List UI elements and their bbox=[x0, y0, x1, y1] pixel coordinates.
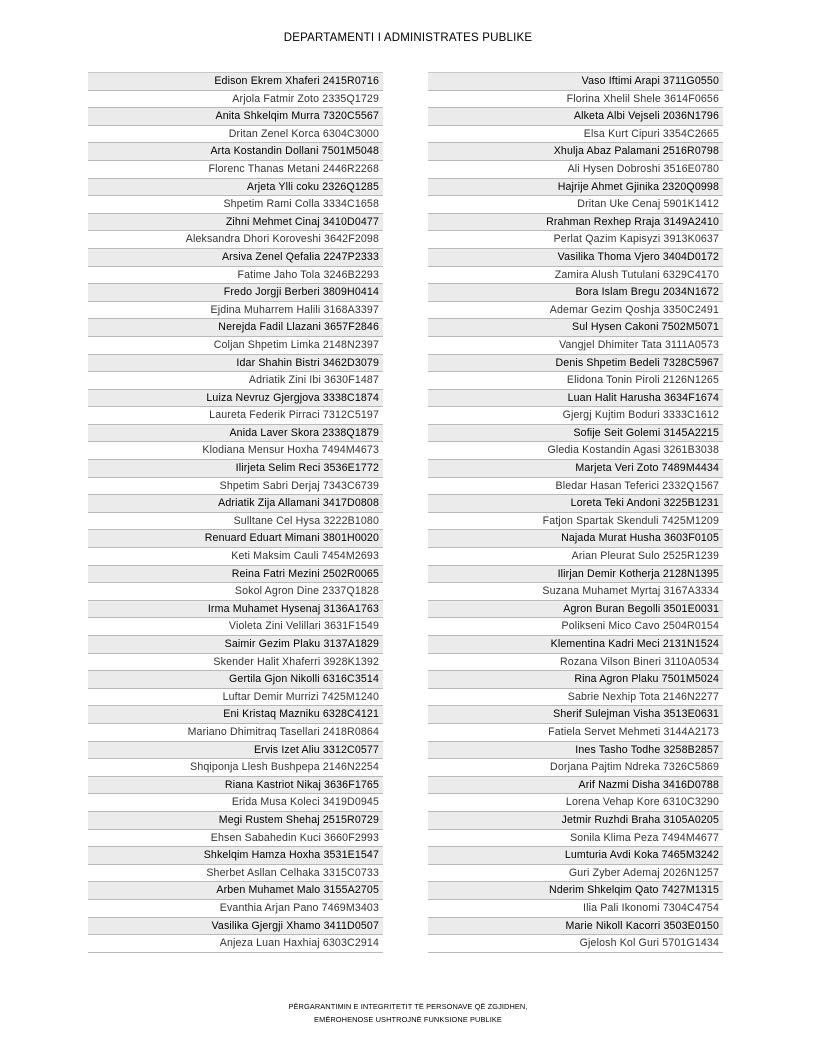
list-item: Elsa Kurt Cipuri 3354C2665 bbox=[428, 126, 723, 144]
list-item: Evanthia Arjan Pano 7469M3403 bbox=[88, 900, 383, 918]
list-item: Bledar Hasan Teferici 2332Q1567 bbox=[428, 478, 723, 496]
list-item: Alketa Albi Vejseli 2036N1796 bbox=[428, 108, 723, 126]
list-item: Elidona Tonin Piroli 2126N1265 bbox=[428, 372, 723, 390]
list-item: Vasilika Gjergji Xhamo 3411D0507 bbox=[88, 918, 383, 936]
left-name-list bbox=[88, 72, 383, 953]
list-item: Anida Laver Skora 2338Q1879 bbox=[88, 425, 383, 443]
list-item: Arta Kostandin Dollani 7501M5048 bbox=[88, 143, 383, 161]
list-item: Arian Pleurat Sulo 2525R1239 bbox=[428, 548, 723, 566]
list-item: Dritan Uke Cenaj 5901K1412 bbox=[428, 196, 723, 214]
list-item: Gjelosh Kol Guri 5701G1434 bbox=[428, 935, 723, 953]
list-item: Vasilika Thoma Vjero 3404D0172 bbox=[428, 249, 723, 267]
list-item: Agron Buran Begolli 3501E0031 bbox=[428, 601, 723, 619]
list-item: Vaso Iftimi Arapi 3711G0550 bbox=[428, 73, 723, 91]
list-item: Ehsen Sabahedin Kuci 3660F2993 bbox=[88, 830, 383, 848]
list-item: Fredo Jorgji Berberi 3809H0414 bbox=[88, 284, 383, 302]
list-item: Zamira Alush Tutulani 6329C4170 bbox=[428, 267, 723, 285]
list-item: Suzana Muhamet Myrtaj 3167A3334 bbox=[428, 583, 723, 601]
footer-line-1: PËRGARANTIMIN E INTEGRITETIT TË PERSONAVE QË ZGJIDHEN, bbox=[288, 1002, 528, 1011]
list-item: Guri Zyber Ademaj 2026N1257 bbox=[428, 865, 723, 883]
list-item: Fatjon Spartak Skenduli 7425M1209 bbox=[428, 513, 723, 531]
list-item: Anita Shkelqim Murra 7320C5567 bbox=[88, 108, 383, 126]
list-item: Marie Nikoll Kacorri 3503E0150 bbox=[428, 918, 723, 936]
list-item: Ilia Pali Ikonomi 7304C4754 bbox=[428, 900, 723, 918]
list-item: Ademar Gezim Qoshja 3350C2491 bbox=[428, 302, 723, 320]
list-item: Sherif Sulejman Visha 3513E0631 bbox=[428, 706, 723, 724]
list-item: Jetmir Ruzhdi Braha 3105A0205 bbox=[428, 812, 723, 830]
list-item: Ervis Izet Aliu 3312C0577 bbox=[88, 742, 383, 760]
list-item: Idar Shahin Bistri 3462D3079 bbox=[88, 355, 383, 373]
list-item: Zihni Mehmet Cinaj 3410D0477 bbox=[88, 214, 383, 232]
list-item: Coljan Shpetim Limka 2148N2397 bbox=[88, 337, 383, 355]
list-item: Marjeta Veri Zoto 7489M4434 bbox=[428, 460, 723, 478]
list-item: Nerejda Fadil Llazani 3657F2846 bbox=[88, 319, 383, 337]
list-item: Rozana Vilson Bineri 3110A0534 bbox=[428, 654, 723, 672]
list-item: Bora Islam Bregu 2034N1672 bbox=[428, 284, 723, 302]
list-item: Aleksandra Dhori Koroveshi 3642F2098 bbox=[88, 231, 383, 249]
list-item: Erida Musa Koleci 3419D0945 bbox=[88, 794, 383, 812]
list-item: Klementina Kadri Meci 2131N1524 bbox=[428, 636, 723, 654]
list-item: Luftar Demir Murrizi 7425M1240 bbox=[88, 689, 383, 707]
list-item: Rrahman Rexhep Rraja 3149A2410 bbox=[428, 214, 723, 232]
list-item: Irma Muhamet Hysenaj 3136A1763 bbox=[88, 601, 383, 619]
list-item: Gledia Kostandin Agasi 3261B3038 bbox=[428, 442, 723, 460]
list-item: Lorena Vehap Kore 6310C3290 bbox=[428, 794, 723, 812]
list-item: Sherbet Asllan Celhaka 3315C0733 bbox=[88, 865, 383, 883]
list-item: Arif Nazmi Disha 3416D0788 bbox=[428, 777, 723, 795]
list-item: Violeta Zini Velillari 3631F1549 bbox=[88, 618, 383, 636]
list-item: Sofije Seit Golemi 3145A2215 bbox=[428, 425, 723, 443]
list-item: Keti Maksim Cauli 7454M2693 bbox=[88, 548, 383, 566]
list-item: Fatiela Servet Mehmeti 3144A2173 bbox=[428, 724, 723, 742]
list-item: Arjola Fatmir Zoto 2335Q1729 bbox=[88, 91, 383, 109]
list-item: Sul Hysen Cakoni 7502M5071 bbox=[428, 319, 723, 337]
list-item: Adriatik Zini Ibi 3630F1487 bbox=[88, 372, 383, 390]
list-item: Shpetim Rami Colla 3334C1658 bbox=[88, 196, 383, 214]
list-item: Sulltane Cel Hysa 3222B1080 bbox=[88, 513, 383, 531]
list-item: Gertila Gjon Nikolli 6316C3514 bbox=[88, 671, 383, 689]
list-item: Sonila Klima Peza 7494M4677 bbox=[428, 830, 723, 848]
list-item: Anjeza Luan Haxhiaj 6303C2914 bbox=[88, 935, 383, 953]
list-item: Shpetim Sabri Derjaj 7343C6739 bbox=[88, 478, 383, 496]
list-item: Gjergj Kujtim Boduri 3333C1612 bbox=[428, 407, 723, 425]
list-item: Dorjana Pajtim Ndreka 7326C5869 bbox=[428, 759, 723, 777]
list-item: Polikseni Mico Cavo 2504R0154 bbox=[428, 618, 723, 636]
list-item: Nderim Shkelqim Qato 7427M1315 bbox=[428, 882, 723, 900]
right-name-list bbox=[428, 72, 723, 953]
list-item: Klodiana Mensur Hoxha 7494M4673 bbox=[88, 442, 383, 460]
list-item: Ali Hysen Dobroshi 3516E0780 bbox=[428, 161, 723, 179]
list-item: Ilirjan Demir Kotherja 2128N1395 bbox=[428, 566, 723, 584]
list-item: Ejdina Muharrem Halili 3168A3397 bbox=[88, 302, 383, 320]
list-item: Fatime Jaho Tola 3246B2293 bbox=[88, 267, 383, 285]
list-item: Denis Shpetim Bedeli 7328C5967 bbox=[428, 355, 723, 373]
list-item: Arjeta Ylli coku 2326Q1285 bbox=[88, 179, 383, 197]
footer-line-2: EMËROHENOSE USHTROJNË FUNKSIONE PUBLIKE bbox=[314, 1015, 502, 1024]
list-item: Xhulja Abaz Palamani 2516R0798 bbox=[428, 143, 723, 161]
list-item: Najada Murat Husha 3603F0105 bbox=[428, 530, 723, 548]
list-item: Megi Rustem Shehaj 2515R0729 bbox=[88, 812, 383, 830]
list-item: Edison Ekrem Xhaferi 2415R0716 bbox=[88, 73, 383, 91]
list-item: Hajrije Ahmet Gjinika 2320Q0998 bbox=[428, 179, 723, 197]
list-item: Reina Fatri Mezini 2502R0065 bbox=[88, 566, 383, 584]
list-item: Lumturia Avdi Koka 7465M3242 bbox=[428, 847, 723, 865]
page-footer bbox=[0, 1000, 816, 1026]
list-item: Saimir Gezim Plaku 3137A1829 bbox=[88, 636, 383, 654]
list-item: Ines Tasho Todhe 3258B2857 bbox=[428, 742, 723, 760]
list-item: Loreta Teki Andoni 3225B1231 bbox=[428, 495, 723, 513]
page-title: DEPARTAMENTI I ADMINISTRATES PUBLIKE bbox=[283, 32, 533, 44]
list-item: Laureta Federik Pirraci 7312C5197 bbox=[88, 407, 383, 425]
list-item: Skender Halit Xhaferri 3928K1392 bbox=[88, 654, 383, 672]
list-item: Florenc Thanas Metani 2446R2268 bbox=[88, 161, 383, 179]
list-item: Renuard Eduart Mimani 3801H0020 bbox=[88, 530, 383, 548]
list-item: Mariano Dhimitraq Tasellari 2418R0864 bbox=[88, 724, 383, 742]
list-item: Shkelqim Hamza Hoxha 3531E1547 bbox=[88, 847, 383, 865]
list-item: Luan Halit Harusha 3634F1674 bbox=[428, 390, 723, 408]
list-item: Perlat Qazim Kapisyzi 3913K0637 bbox=[428, 231, 723, 249]
list-item: Ilirjeta Selim Reci 3536E1772 bbox=[88, 460, 383, 478]
list-item: Adriatik Zija Allamani 3417D0808 bbox=[88, 495, 383, 513]
list-item: Sokol Agron Dine 2337Q1828 bbox=[88, 583, 383, 601]
list-item: Eni Kristaq Mazniku 6328C4121 bbox=[88, 706, 383, 724]
list-item: Dritan Zenel Korca 6304C3000 bbox=[88, 126, 383, 144]
list-item: Arsiva Zenel Qefalia 2247P2333 bbox=[88, 249, 383, 267]
list-item: Florina Xhelil Shele 3614F0656 bbox=[428, 91, 723, 109]
list-item: Luiza Nevruz Gjergjova 3338C1874 bbox=[88, 390, 383, 408]
list-item: Shqiponja Llesh Bushpepa 2146N2254 bbox=[88, 759, 383, 777]
list-item: Sabrie Nexhip Tota 2146N2277 bbox=[428, 689, 723, 707]
list-item: Vangjel Dhimiter Tata 3111A0573 bbox=[428, 337, 723, 355]
list-item: Riana Kastriot Nikaj 3636F1765 bbox=[88, 777, 383, 795]
list-item: Rina Agron Plaku 7501M5024 bbox=[428, 671, 723, 689]
list-item: Arben Muhamet Malo 3155A2705 bbox=[88, 882, 383, 900]
